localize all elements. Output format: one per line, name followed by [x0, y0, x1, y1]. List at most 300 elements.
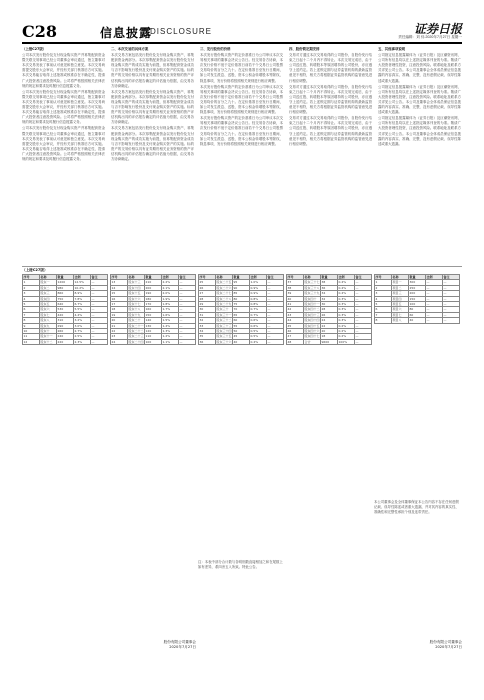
table-cell: 股东四十三: [304, 312, 320, 317]
table-cell: 80: [409, 307, 426, 312]
table-cell: 26: [199, 285, 216, 290]
table-cell: 21: [111, 323, 128, 328]
table-cell: 30: [199, 307, 216, 312]
column-text: 本次交易方案包括发行股份及支付现金购买资产、募集配套资金两部分。本次募集配套资金以发行股份及支付现金购买资产的成功实施为前提，但募集配套资金成功与否不影响发行股份及支付现金购买资产的实施。标的资产的交易价格以具有证券期货相关业务资格的资产评估机构出具的评估报告确定的评估值为依据，由交易各方协商确定。: [111, 89, 194, 125]
table-cell: 3: [23, 291, 40, 296]
signature-block: 股份有限公司董事会 2020年7月27日: [429, 640, 462, 649]
table-cell: 0.4%: [338, 280, 355, 285]
table-cell: —: [267, 334, 284, 339]
table-cell: —: [179, 328, 196, 333]
table-cell: 9600: [321, 339, 338, 344]
table-cell: 8.9%: [74, 291, 91, 296]
table-cell: 股东二十: [128, 318, 145, 323]
table-cell: —: [443, 318, 460, 323]
table-cell: —: [179, 318, 196, 323]
table-cell: —: [91, 312, 108, 317]
table-cell: 40: [287, 296, 304, 301]
table-cell: —: [355, 318, 372, 323]
section-divider: [22, 266, 462, 267]
table-cell: 95: [233, 280, 250, 285]
table-cell: —: [426, 307, 443, 312]
table-cell: 股东四十七: [304, 334, 320, 339]
table-cell: 1.1%: [162, 339, 179, 344]
table-cell: 4: [375, 296, 392, 301]
table-header-cell: 名称: [304, 275, 321, 280]
table-cell: 0.4%: [338, 291, 355, 296]
table-cell: 80: [233, 296, 250, 301]
table-cell: 47: [287, 334, 304, 339]
table-cell: 股东二十三: [128, 334, 144, 339]
table-cell: 19: [111, 312, 128, 317]
table-cell: 46: [287, 328, 304, 333]
table-cell: 38: [321, 280, 338, 285]
table-cell: 项目八: [392, 318, 409, 323]
table-header-cell: 备注: [355, 275, 372, 280]
table-cell: 530: [57, 307, 74, 312]
table-cell: 40: [233, 339, 250, 344]
table-cell: —: [355, 339, 372, 344]
table-cell: —: [355, 307, 372, 312]
table-cell: 股东四: [40, 296, 57, 301]
table-cell: 170: [145, 301, 162, 306]
table-cell: 24: [111, 339, 128, 344]
table-cell: 210: [145, 280, 162, 285]
table-cell: 1.6%: [162, 312, 179, 317]
table-cell: 34: [199, 328, 216, 333]
table-cell: 0.6%: [250, 318, 267, 323]
table-cell: 5.5%: [74, 307, 91, 312]
table-cell: —: [426, 318, 443, 323]
data-table: [286, 274, 372, 345]
table-cell: 股东三十三: [216, 323, 232, 328]
table-row: [23, 339, 108, 344]
table-cell: 1.8%: [162, 301, 179, 306]
table-cell: 22: [111, 328, 128, 333]
table-cell: 1.0%: [250, 280, 267, 285]
table-cell: 股东十六: [128, 296, 145, 301]
table-cell: —: [355, 323, 372, 328]
table-cell: 项目二: [392, 285, 409, 290]
table-cell: 股东二十二: [128, 329, 144, 333]
table-cell: —: [267, 296, 284, 301]
table-cell: 750: [57, 296, 74, 301]
table-cell: —: [267, 301, 284, 306]
table-header-cell: 序号: [287, 275, 304, 280]
table-cell: 75: [233, 301, 250, 306]
table-cell: 1.2%: [162, 334, 179, 339]
table-cell: 0.7%: [250, 307, 267, 312]
table-cell: 股东十一: [40, 334, 57, 339]
article-column-5: [378, 47, 461, 265]
table-cell: 220: [57, 339, 74, 344]
table-cell: 1.5%: [162, 318, 179, 323]
table-cell: 240: [57, 334, 74, 339]
table-cell: 股东三十九: [304, 291, 320, 296]
table-cell: —: [355, 312, 372, 317]
signature-block: 股份有限公司董事会 2020年7月27日: [163, 640, 196, 649]
table-header-cell: 数量: [321, 275, 338, 280]
table-cell: —: [355, 328, 372, 333]
table-cell: 股东十四: [128, 285, 145, 290]
table-cell: 180: [145, 296, 162, 301]
table-cell: —: [355, 291, 372, 296]
table-cell: 项目一: [392, 280, 409, 285]
table-cell: 0.3%: [338, 312, 355, 317]
data-table: [198, 274, 284, 345]
table-cell: 70: [233, 307, 250, 312]
column-text: 本次发行股份购买资产的定价基准日为公司审议本次交易相关事项的董事会决议公告日。经交易各方协商，本次发行价格不低于定价基准日前若干个交易日公司股票交易均价的百分之九十。在定价基准日至发行日期间，如公司发生派息、送股、资本公积金转增股本等除权、除息事项，发行价格将按照相关规则进行相应调整。: [200, 84, 283, 115]
section-title: 信息披露: [100, 26, 153, 40]
table-cell: 2: [23, 285, 40, 290]
table-section: [22, 268, 462, 673]
table-cell: 10: [23, 328, 40, 333]
table-cell: 5: [375, 301, 392, 306]
table-cell: 36: [199, 339, 216, 344]
table-cell: 250: [409, 285, 426, 290]
table-cell: —: [179, 334, 196, 339]
table-cell: 60: [233, 318, 250, 323]
table-header-cell: 比例: [426, 275, 443, 280]
table-cell: 股东三十: [216, 307, 233, 312]
table-cell: 28: [199, 296, 216, 301]
table-cell: 290: [57, 323, 74, 328]
table-cell: 股东七: [40, 312, 57, 317]
table-cell: 项目五: [392, 301, 409, 306]
data-table: [374, 274, 460, 324]
table-cell: 股东十五: [128, 291, 145, 296]
table-cell: 10.2%: [74, 285, 91, 290]
table-cell: 2.0%: [162, 291, 179, 296]
column-text: 本次交易方案包括发行股份及支付现金购买资产、募集配套资金两部分。本次募集配套资金以发行股份及支付现金购买资产的成功实施为前提，但募集配套资金成功与否不影响发行股份及支付现金购买资产的实施。标的资产的交易价格以具有证券期货相关业务资格的资产评估机构出具的评估报告确定的评估值为依据，由交易各方协商确定。: [111, 53, 194, 88]
table-cell: 0.4%: [338, 285, 355, 290]
table-cell: 股东十二: [40, 339, 57, 344]
table-cell: 股东四十一: [304, 302, 320, 307]
table-cell: 0.5%: [250, 334, 267, 339]
column-text: 交易对方通过本次交易取得的公司股份，自股份发行结束之日起十二个月内不得转让。本次交易完成后，由于公司送红股、转增股本等原因增持的公司股份，亦应遵守上述约定。若上述锁定期与证券监管机构的最新监管意见不相符，相关方将根据证券监管机构的监管意见进行相应调整。: [289, 84, 372, 115]
table-cell: 90: [233, 285, 250, 290]
table-cell: 股东三十五: [216, 334, 232, 339]
table-cell: —: [355, 285, 372, 290]
table-header-cell: 数量: [145, 275, 162, 280]
table-cell: 合计: [304, 339, 321, 344]
table-cell: 0.5%: [250, 328, 267, 333]
table-cell: 股东四十六: [304, 329, 320, 333]
table-cell: 股东二十九: [216, 302, 232, 307]
table-cell: 股东十七: [128, 301, 145, 306]
table-cell: 17: [111, 301, 128, 306]
article-column-4: [289, 47, 372, 265]
table-cell: 24: [321, 318, 338, 323]
table-cell: 股东四十二: [304, 307, 320, 312]
column-text: 本次交易方案包括发行股份及支付现金购买资产、募集配套资金两部分。本次募集配套资金以发行股份及支付现金购买资产的成功实施为前提，但募集配套资金成功与否不影响发行股份及支付现金购买资产的实施。标的资产的交易价格以具有证券期货相关业务资格的资产评估机构出具的评估报告确定的评估值为依据，由交易各方协商确定。: [111, 126, 194, 161]
table-cell: —: [443, 296, 460, 301]
table-cell: 1: [375, 280, 392, 285]
table-cell: —: [91, 328, 108, 333]
table-header-cell: 比例: [162, 275, 179, 280]
table-cell: 股东四十四: [304, 318, 320, 323]
data-table: [22, 274, 108, 345]
table-cell: 140: [145, 318, 162, 323]
table-cell: 39: [287, 291, 304, 296]
table-cell: —: [91, 307, 108, 312]
table-cell: 32: [199, 318, 216, 323]
table-cell: 200: [409, 291, 426, 296]
table-cell: 30: [321, 301, 338, 306]
table-cell: 190: [145, 291, 162, 296]
table-cell: —: [91, 280, 108, 285]
table-cell: —: [267, 307, 284, 312]
table-cell: 2: [375, 285, 392, 290]
table-cell: —: [426, 312, 443, 317]
table-cell: 股东三: [40, 291, 57, 296]
table-cell: 12: [23, 339, 40, 344]
column-heading: （上接C27版）: [22, 47, 47, 51]
table-cell: 2.2%: [162, 280, 179, 285]
table-cell: 3.0%: [74, 323, 91, 328]
table-cell: 项目七: [392, 312, 409, 317]
table-cell: —: [267, 339, 284, 344]
table-cell: 100: [409, 301, 426, 306]
table-header-cell: 序号: [375, 275, 392, 280]
table-cell: 0.3%: [338, 296, 355, 301]
column-text: 公司本次发行股份及支付现金购买资产并募集配套资金暨关联交易事项已经公司董事会审议通过，独立董事对本次交易发表了事前认可意见和独立意见。本次交易尚需提交股东大会审议，并经有关部门核准后方可实施。本次交易能否取得上述批准或核准存在不确定性，提请广大投资者注意投资风险。公司将严格按照相关法律法规的规定和要求及时履行信息披露义务。: [22, 89, 105, 125]
table-cell: 11: [23, 334, 40, 339]
table-cell: 27: [199, 291, 216, 296]
table-column-4: [286, 268, 372, 673]
table-cell: 85: [233, 291, 250, 296]
table-cell: 6: [23, 307, 40, 312]
table-cell: 股东三十一: [216, 312, 232, 317]
table-cell: —: [267, 291, 284, 296]
table-cell: 2.1%: [162, 285, 179, 290]
article-columns: [22, 47, 462, 265]
column-text: 交易对方通过本次交易取得的公司股份，自股份发行结束之日起十二个月内不得转让。本次交易完成后，由于公司送红股、转增股本等原因增持的公司股份，亦应遵守上述约定。若上述锁定期与证券监管机构的最新监管意见不相符，相关方将根据证券监管机构的监管意见进行相应调整。: [289, 53, 372, 83]
table-header-cell: 比例: [74, 275, 91, 280]
table-cell: 120: [145, 328, 162, 333]
table-cell: 420: [57, 312, 74, 317]
table-cell: —: [91, 285, 108, 290]
table-cell: 8: [375, 318, 392, 323]
table-cell: 股东十三: [128, 280, 145, 285]
table-header-cell: 序号: [23, 275, 40, 280]
table-cell: 43: [287, 312, 304, 317]
table-cell: —: [267, 285, 284, 290]
table-cell: 300: [409, 280, 426, 285]
closing-statement: 本公司董事会及全体董事保证本公告内容不存在任何虚假记载、误导性陈述或者重大遗漏，并对其内容的真实性、准确性和完整性承担个别及连带责任。: [374, 500, 459, 515]
table-cell: —: [443, 285, 460, 290]
table-cell: 18: [321, 334, 338, 339]
table-cell: 1.7%: [162, 307, 179, 312]
table-cell: 股东三十七: [304, 280, 320, 285]
table-cell: —: [267, 280, 284, 285]
table-cell: 0.2%: [338, 323, 355, 328]
table-cell: —: [355, 280, 372, 285]
table-cell: 26: [321, 312, 338, 317]
column-text: 公司指定信息披露媒体为《证券日报》及巨潮资讯网，公司所有信息均以在上述指定媒体刊登的为准。敬请广大投资者理性投资，注意投资风险。联系地址及联系方式详见公司公告。本公司及董事会全体成员保证信息披露的内容真实、准确、完整，没有虚假记载、误导性陈述或重大遗漏。: [378, 53, 461, 83]
table-cell: 股东十八: [128, 307, 145, 312]
table-cell: 1.3%: [162, 328, 179, 333]
table-cell: 200: [145, 285, 162, 290]
table-column-2: [110, 268, 196, 673]
table-cell: 28: [321, 307, 338, 312]
table-header-cell: 比例: [338, 275, 355, 280]
table-cell: 33: [199, 323, 216, 328]
page-code: C28: [22, 22, 57, 41]
table-cell: —: [179, 291, 196, 296]
table-cell: 0.3%: [338, 307, 355, 312]
table-cell: —: [179, 312, 196, 317]
table-cell: 14: [111, 285, 128, 290]
article-column-1: [22, 47, 105, 265]
table-cell: 7.8%: [74, 296, 91, 301]
table-cell: 60: [409, 312, 426, 317]
column-text: 公司指定信息披露媒体为《证券日报》及巨潮资讯网，公司所有信息均以在上述指定媒体刊登的为准。敬请广大投资者理性投资，注意投资风险。联系地址及联系方式详见公司公告。本公司及董事会全体成员保证信息披露的内容真实、准确、完整，没有虚假记载、误导性陈述或重大遗漏。: [378, 84, 461, 115]
table-cell: 0.9%: [250, 291, 267, 296]
table-cell: 股东一: [40, 280, 57, 285]
table-cell: 股东四十五: [304, 323, 320, 328]
table-cell: 640: [57, 301, 74, 306]
table-header-cell: 数量: [409, 275, 426, 280]
table-cell: —: [179, 339, 196, 344]
table-cell: 35: [199, 334, 216, 339]
table-column-3: [198, 268, 284, 673]
table-cell: 45: [233, 334, 250, 339]
table-column-1: [22, 268, 108, 673]
table-cell: —: [91, 301, 108, 306]
column-text: 本次发行股份购买资产的定价基准日为公司审议本次交易相关事项的董事会决议公告日。经交易各方协商，本次发行价格不低于定价基准日前若干个交易日公司股票交易均价的百分之九十。在定价基准日至发行日期间，如公司发生派息、送股、资本公积金转增股本等除权、除息事项，发行价格将按照相关规则进行相应调整。: [200, 116, 283, 146]
table-header-cell: 序号: [199, 275, 216, 280]
table-cell: 2.3%: [74, 339, 91, 344]
table-header-cell: 数量: [57, 275, 74, 280]
table-cell: 0.3%: [338, 318, 355, 323]
column-text: 公司本次发行股份及支付现金购买资产并募集配套资金暨关联交易事项已经公司董事会审议通过，独立董事对本次交易发表了事前认可意见和独立意见。本次交易尚需提交股东大会审议，并经有关部门核准后方可实施。本次交易能否取得上述批准或核准存在不确定性，提请广大投资者注意投资风险。公司将严格按照相关法律法规的规定和要求及时履行信息披露义务。: [22, 53, 105, 88]
table-cell: —: [355, 296, 372, 301]
table-cell: 31: [199, 312, 216, 317]
table-cell: 23: [111, 334, 128, 339]
table-cell: 0.2%: [338, 334, 355, 339]
table-cell: —: [91, 291, 108, 296]
table-cell: 股东二十八: [216, 296, 232, 301]
table-cell: 29: [199, 301, 216, 306]
table-header-cell: 备注: [179, 275, 196, 280]
column-text: 公司指定信息披露媒体为《证券日报》及巨潮资讯网，公司所有信息均以在上述指定媒体刊登的为准。敬请广大投资者理性投资，注意投资风险。联系地址及联系方式详见公司公告。本公司及董事会全体成员保证信息披露的内容真实、准确、完整，没有虚假记载、误导性陈述或重大遗漏。: [378, 116, 461, 146]
table-cell: —: [426, 296, 443, 301]
table-header-cell: 比例: [250, 275, 267, 280]
table-cell: 股东八: [40, 318, 57, 323]
table-cell: 股东二十七: [216, 291, 232, 296]
table-cell: —: [91, 323, 108, 328]
column-text: 交易对方通过本次交易取得的公司股份，自股份发行结束之日起十二个月内不得转让。本次交易完成后，由于公司送红股、转增股本等原因增持的公司股份，亦应遵守上述约定。若上述锁定期与证券监管机构的最新监管意见不相符，相关方将根据证券监管机构的监管意见进行相应调整。: [289, 116, 372, 146]
table-cell: 44: [287, 318, 304, 323]
masthead-rule: [22, 42, 462, 44]
table-cell: 1200: [57, 280, 74, 285]
table-cell: 4.4%: [74, 312, 91, 317]
table-cell: 1.4%: [162, 323, 179, 328]
table-cell: 42: [287, 307, 304, 312]
table-cell: 36: [321, 285, 338, 290]
table-cell: —: [443, 280, 460, 285]
table-cell: —: [267, 318, 284, 323]
table-cell: —: [443, 307, 460, 312]
column-heading: 四、股份锁定期安排: [289, 47, 320, 51]
table-row: [199, 339, 284, 344]
table-cell: 项目六: [392, 307, 409, 312]
table-cell: 7: [23, 312, 40, 317]
table-header-cell: 序号: [111, 275, 128, 280]
data-table: [110, 274, 196, 345]
table-header-cell: 名称: [216, 275, 233, 280]
table-cell: 860: [57, 291, 74, 296]
table-cell: —: [179, 285, 196, 290]
table-cell: 股东十: [40, 328, 57, 333]
table-header-cell: 数量: [233, 275, 250, 280]
table-cell: 0.2%: [338, 328, 355, 333]
table-cell: 18: [111, 307, 128, 312]
table-cell: 股东五: [40, 301, 57, 306]
column-heading: 三、发行股份的价格: [200, 47, 231, 51]
table-cell: —: [179, 301, 196, 306]
masthead-info: 责任编辑：刘 伟 2020年7月27日 星期一: [398, 35, 462, 39]
table-cell: 5: [23, 301, 40, 306]
table-cell: 310: [57, 318, 74, 323]
table-header-cell: 备注: [443, 275, 460, 280]
table-cell: 6: [375, 307, 392, 312]
table-cell: 股东二十四: [128, 339, 144, 344]
table-cell: 25: [199, 280, 216, 285]
table-cell: —: [91, 318, 108, 323]
article-column-2: [111, 47, 194, 265]
table-cell: 9: [23, 323, 40, 328]
table-cell: 0.7%: [250, 312, 267, 317]
table-cell: —: [426, 285, 443, 290]
table-cell: 100%: [338, 339, 355, 344]
table-cell: 13: [111, 280, 128, 285]
table-cell: —: [267, 323, 284, 328]
table-cell: 4: [23, 296, 40, 301]
table-cell: 150: [409, 296, 426, 301]
table-cell: 股东二十一: [128, 323, 144, 328]
table-cell: 980: [57, 285, 74, 290]
table-row: [111, 339, 196, 344]
table-cell: 股东二十六: [216, 285, 232, 290]
table-cell: —: [443, 291, 460, 296]
table-cell: 34: [321, 291, 338, 296]
table-cell: 15: [111, 291, 128, 296]
table-cell: —: [179, 296, 196, 301]
table-cell: —: [443, 301, 460, 306]
table-cell: 20: [111, 318, 128, 323]
table-cell: 110: [145, 334, 162, 339]
table-cell: 0.8%: [250, 301, 267, 306]
table-cell: 45: [287, 323, 304, 328]
table-cell: 3.2%: [74, 318, 91, 323]
table-cell: —: [443, 312, 460, 317]
table-cell: 16: [111, 296, 128, 301]
column-heading: 五、其他事项说明: [378, 47, 406, 51]
table-cell: 股东二十五: [216, 280, 232, 285]
table-cell: 260: [57, 328, 74, 333]
table-cell: 0.8%: [250, 296, 267, 301]
table-cell: —: [179, 323, 196, 328]
table-note: 注：本表中部分合计数与各明细数直接相加之和在尾数上如有差异，系四舍五入所致。特此公告。: [198, 560, 283, 570]
table-cell: 6.7%: [74, 301, 91, 306]
table-cell: 32: [321, 296, 338, 301]
table-cell: 股东三十二: [216, 318, 232, 323]
table-cell: —: [426, 291, 443, 296]
table-cell: 8: [23, 318, 40, 323]
table-cell: —: [179, 307, 196, 312]
section-subtitle: DISCLOSURE: [150, 27, 213, 36]
